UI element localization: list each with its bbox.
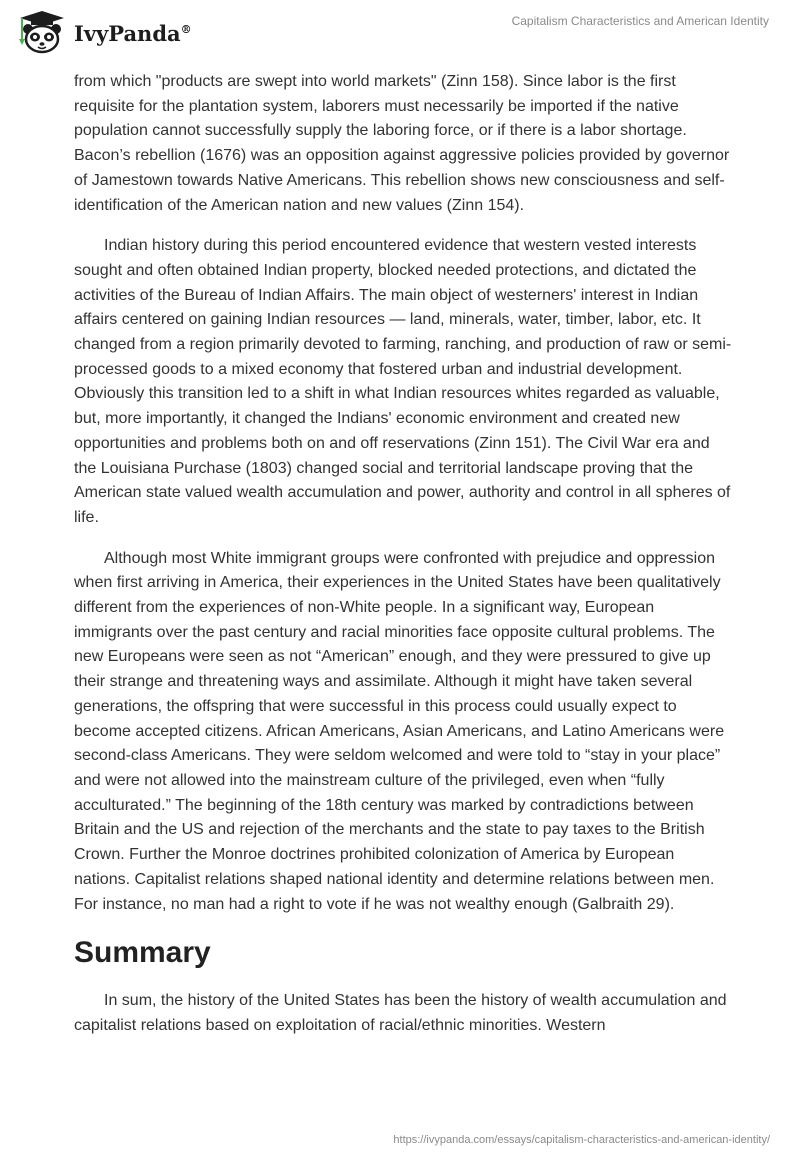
- document-title: Capitalism Characteristics and American Identity: [511, 14, 769, 28]
- paragraph: Indian history during this period encountered evidence that western vested interests sought and often obtained Indian property, blocked needed protections, and dictated the activities of the Bureau of Indian Affairs. The main object of westerners' interest in Indian affairs centered on gaining Indian resources — land, minerals, water, timber, labor, etc. It changed from a region primarily devoted to farming, ranching, and production of raw or semi-processed goods to a mixed economy that fostered urban and industrial development. Obviously this transition led to a shift in what Indian resources whites regarded as valuable, but, more importantly, it changed the Indians' economic environment and created new opportunities and problems both on and off reservations (Zinn 151). The Civil War era and the Louisiana Purchase (1803) changed social and territorial landscape proving that the American state valued wealth accumulation and power, authority and control in all spheres of life.: [74, 237, 732, 526]
- footer-url[interactable]: https://ivypanda.com/essays/capitalism-characteristics-and-american-identity/: [393, 1134, 770, 1146]
- paragraph: In sum, the history of the United States has been the history of wealth accumulation and capitalist relations based on exploitation of racial/ethnic minorities. Western: [74, 992, 727, 1034]
- brand-name: IvyPanda®: [74, 20, 192, 46]
- page-header: [0, 0, 800, 64]
- paragraph: from which "products are swept into world markets" (Zinn 158). Since labor is the first requisite for the plantation system, laborers must necessarily be imported if the native population cannot successfully supply the laboring force, or if there is a labor shortage. Bacon’s rebellion (1676) was an opposition against aggressive policies provided by governor of Jamestown towards Native Americans. This rebellion shows new consciousness and self-identification of the American nation and new values (Zinn 154).: [74, 73, 730, 214]
- panda-graduate-logo-icon: [14, 9, 70, 55]
- brand-logo[interactable]: [14, 8, 214, 56]
- section-heading-summary: Summary: [74, 936, 211, 970]
- essay-body: [74, 70, 734, 1055]
- paragraph: Although most White immigrant groups were confronted with prejudice and oppression when first arriving in America, their experiences in the United States have been qualitatively different from the experiences of non-White people. In a significant way, European immigrants over the past century and racial minorities face opposite cultural problems. The new Europeans were seen as not “American” enough, and they were pressured to give up their strange and threatening ways and assimilate. Although it might have taken several generations, the offspring that were successful in this process could usually expect to become accepted citizens. African Americans, Asian Americans, and Latino Americans were second-class Americans. They were seldom welcomed and were told to “stay in your place” and were not allowed into the mainstream culture of the privileged, even when “fully acculturated.” The beginning of the 18th century was marked by contradictions between Britain and the US and rejection of the merchants and the state to pay taxes to the British Crown. Further the Monroe doctrines prohibited colonization of America by European nations. Capitalist relations shaped national identity and determine relations between men. For instance, no man had a right to vote if he was not wealthy enough (Galbraith 29).: [74, 549, 725, 913]
